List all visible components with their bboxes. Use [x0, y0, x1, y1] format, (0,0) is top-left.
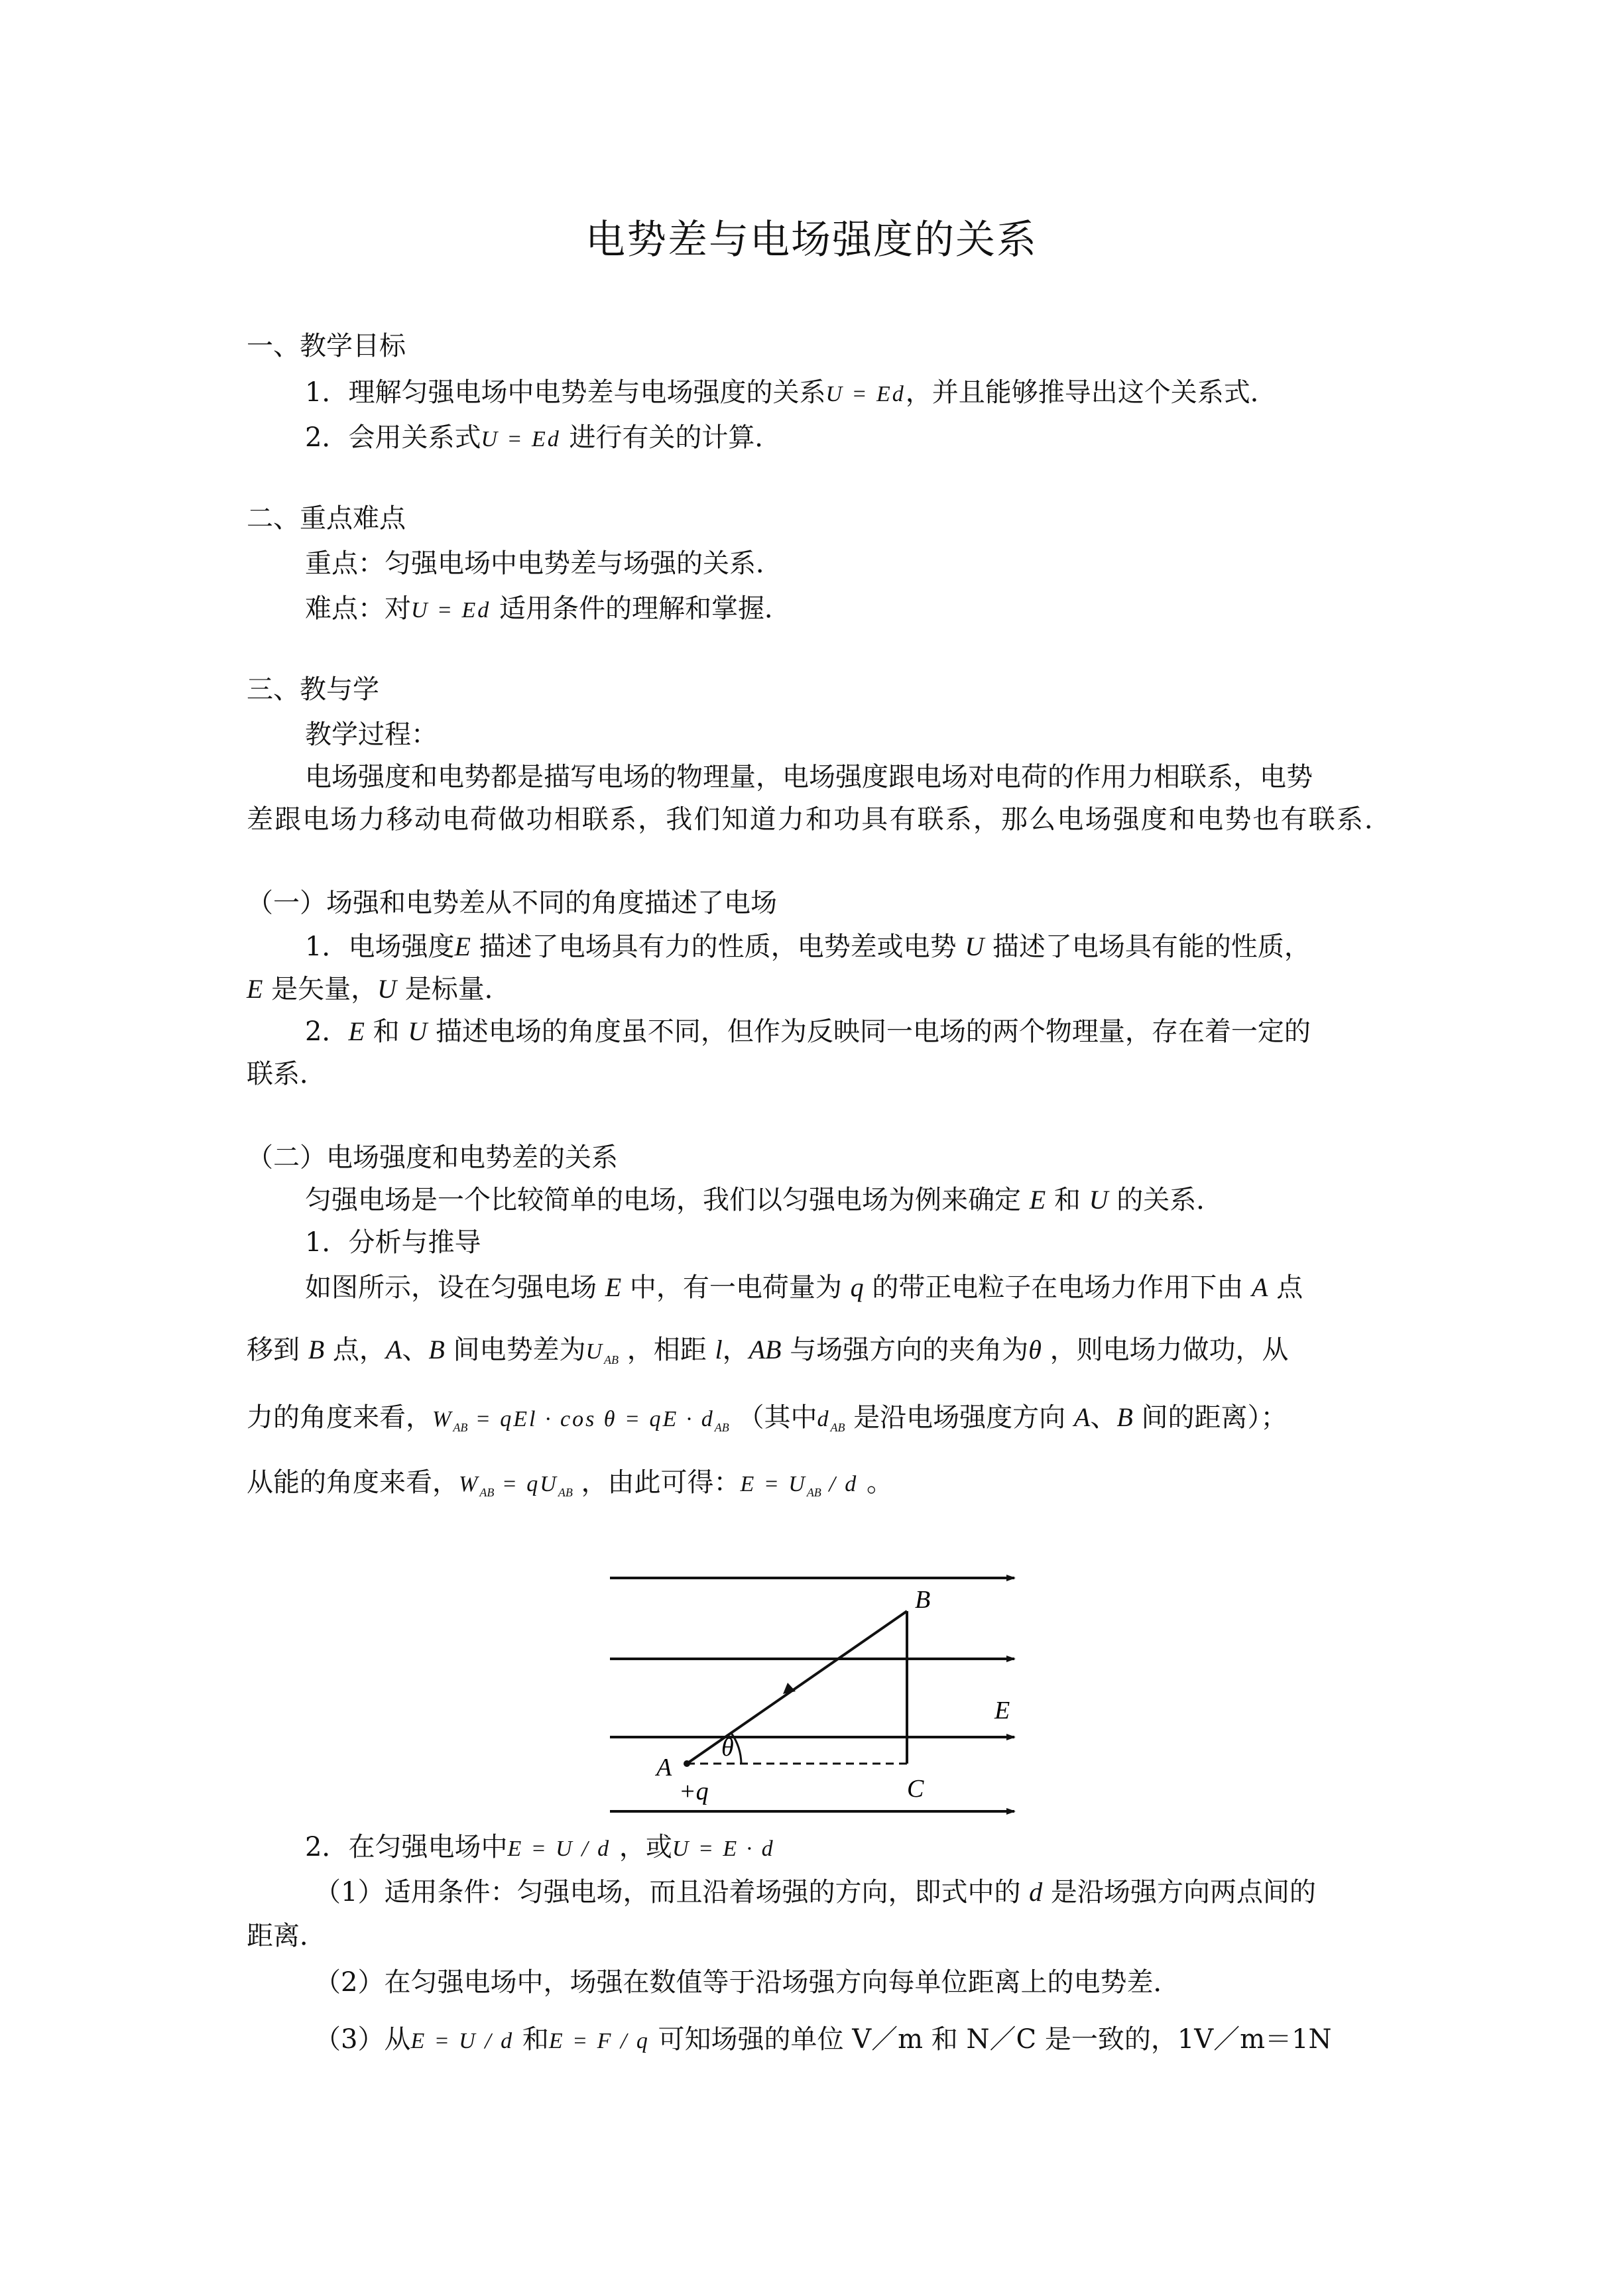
subsection-heading-1: （一）场强和电势差从不同的角度描述了电场 [247, 888, 777, 918]
paragraph-line: 电场强度和电势都是描写电场的物理量，电场强度跟电场对电荷的作用力相联系，电势 [305, 762, 1313, 792]
label-E: E [994, 1697, 1010, 1724]
label-C: C [907, 1775, 924, 1803]
paragraph-line: （3）从E = U / d 和E = F / q 可知场强的单位 V／m 和 N／C 是一致的，1V／m＝1N [314, 2024, 1332, 2055]
paragraph-line: 如图所示，设在匀强电场 E 中，有一电荷量为 q 的带正电粒子在电场力作用下由 A 点 [305, 1272, 1303, 1303]
paragraph-line: 1．电场强度E 描述了电场具有力的性质，电势差或电势 U 描述了电场具有能的性质， [305, 932, 1311, 962]
formula: E = U / d [507, 1837, 611, 1861]
analysis-heading: 1．分析与推导 [305, 1227, 481, 1258]
paragraph-line: 从能的角度来看，$W_{AB} = qU_{AB}$ ，由此可得：$E = U_{AB} / d$ 。 [247, 1467, 893, 1499]
formula: E = F / q [548, 2029, 650, 2053]
formula: U = Ed [411, 598, 491, 623]
paragraph-line: 2．E 和 U 描述电场的角度虽不同，但作为反映同一电场的两个物理量，存在着一定的 [305, 1016, 1311, 1047]
section-heading-goals: 一、教学目标 [247, 331, 406, 361]
formula: $W_{AB} = qU_{AB}$ [459, 1472, 573, 1499]
paragraph-line: 差跟电场力移动电荷做功相联系，我们知道力和功具有联系，那么电场强度和电势也有联系． [247, 804, 1391, 835]
subsection-heading-2: （二）电场强度和电势差的关系 [247, 1142, 618, 1173]
formula: $U_{AB}$ [585, 1339, 619, 1366]
label-A: A [656, 1754, 672, 1782]
paragraph-line: （2）在匀强电场中，场强在数值等于沿场强方向每单位距离上的电势差． [314, 1967, 1180, 1998]
goal-item-2: 2．会用关系式U = Ed 进行有关的计算． [305, 422, 782, 453]
section-heading-key-points: 二、重点难点 [247, 503, 406, 534]
paragraph-line: 联系． [247, 1059, 326, 1089]
paragraph-line: 匀强电场是一个比较简单的电场，我们以匀强电场为例来确定 E 和 U 的关系． [305, 1185, 1223, 1215]
goal-item-1: 1．理解匀强电场中电势差与电场强度的关系U = Ed，并且能够推导出这个关系式． [305, 377, 1277, 408]
paragraph-line: 距离． [247, 1921, 326, 1951]
formula: U = Ed [825, 382, 906, 406]
label-charge: +q [679, 1778, 709, 1805]
formula: $E = U_{AB} / d$ [740, 1472, 859, 1499]
teaching-process-label: 教学过程： [305, 719, 438, 750]
paragraph-line: （1）适用条件：匀强电场，而且沿着场强的方向，即式中的 d 是沿场强方向两点间的 [314, 1877, 1316, 1907]
electric-field-diagram [590, 1545, 1041, 1823]
paragraph-line: 2．在匀强电场中E = U / d ，或U = E · d [305, 1832, 775, 1862]
key-point: 重点：匀强电场中电势差与场强的关系． [305, 548, 782, 579]
difficult-point: 难点：对U = Ed 适用条件的理解和掌握． [305, 593, 791, 624]
section-heading-teaching: 三、教与学 [247, 674, 379, 705]
paragraph-line: 移到 B 点，A、B 间电势差为$U_{AB}$ ，相距 l，AB 与场强方向的夹角为θ ，则电场力做功，从 [247, 1335, 1289, 1366]
formula: $W_{AB}$ = qEl · cos θ = qE · $d_{AB}$ [432, 1407, 729, 1434]
paragraph-line: 力的角度来看，$W_{AB}$ = qEl · cos θ = qE · $d_{AB}$ （其中$d_{AB}$ 是沿电场强度方向 A、B 间的距离）； [247, 1402, 1288, 1434]
formula: U = Ed [481, 427, 561, 452]
charge-point [684, 1760, 690, 1767]
formula: U = E · d [672, 1837, 775, 1861]
label-theta: θ [721, 1734, 734, 1762]
formula: E = U / d [410, 2029, 514, 2053]
label-B: B [915, 1586, 931, 1614]
page-title: 电势差与电场强度的关系 [585, 217, 1038, 263]
paragraph-line: E 是矢量，U 是标量． [247, 974, 511, 1004]
path-AB [687, 1611, 907, 1764]
